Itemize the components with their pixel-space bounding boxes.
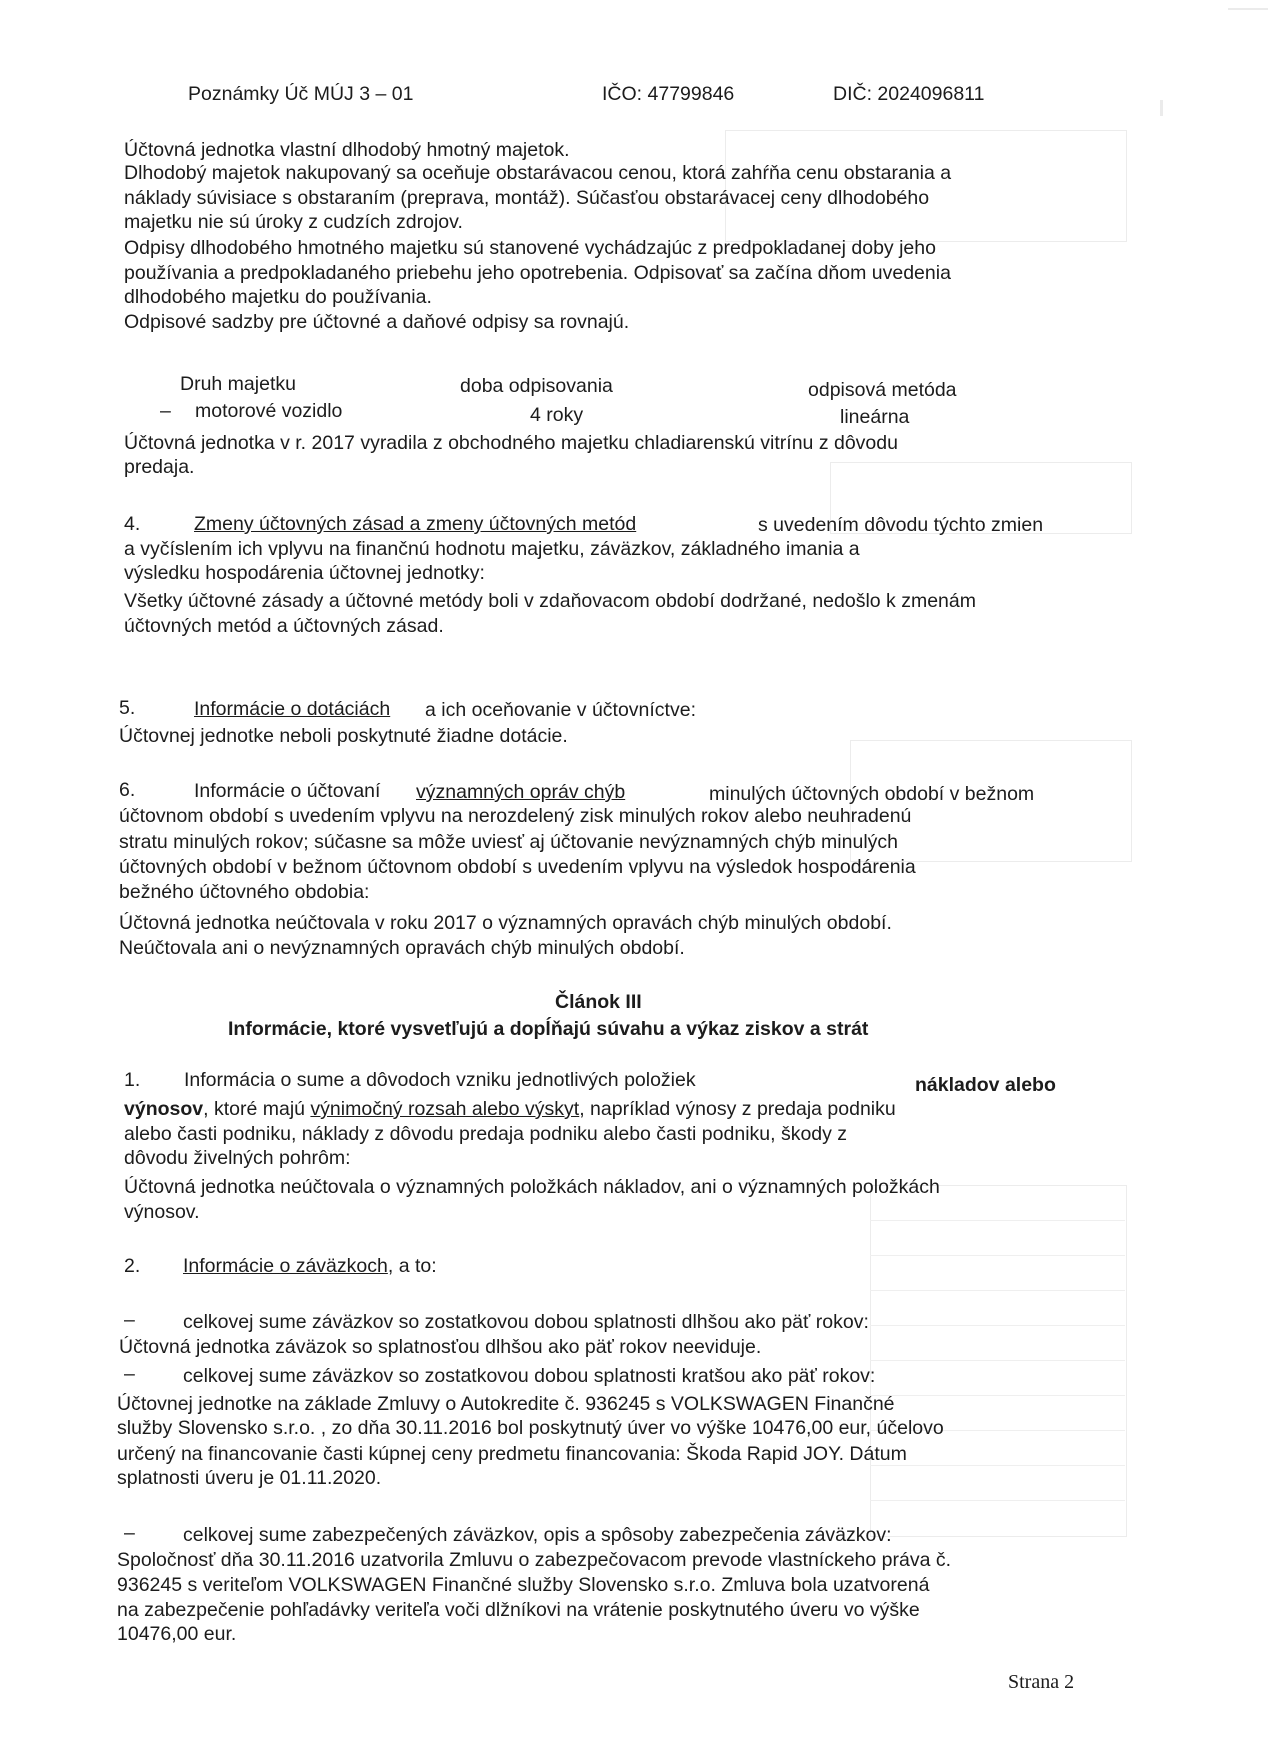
page-number: Strana 2	[1008, 1671, 1075, 1693]
section6-line: bežného účtovného obdobia:	[119, 881, 370, 903]
intro-line: dlhodobého majetku do používania.	[124, 286, 432, 308]
bleed-through-line	[870, 1360, 1125, 1361]
item1-text: Informácia o sume a dôvodoch vzniku jednotlivých položiek	[184, 1069, 696, 1091]
bleed-through-line	[870, 1255, 1125, 1256]
section6-number: 6.	[119, 779, 136, 801]
header-title: Poznámky Úč MÚJ 3 – 01	[188, 83, 414, 105]
item2-b-line: určený na financovanie časti kúpnej ceny predmetu financovania: Škoda Rapid JOY. Dátum	[117, 1443, 907, 1465]
bleed-through-line	[870, 1220, 1125, 1221]
item1-bold-revenues: výnosov	[124, 1098, 204, 1120]
section6-line: účtovných období v bežnom účtovnom období s uvedením vplyvu na výsledok hospodárenia	[119, 856, 916, 878]
disposal-line: predaja.	[124, 456, 195, 478]
bleed-through-line	[870, 1290, 1125, 1291]
disposal-line: Účtovná jednotka v r. 2017 vyradila z obchodného majetku chladiarenskú vitrínu z dôvodu	[124, 432, 898, 454]
section6-answer: Neúčtovala ani o nevýznamných opravách chýb minulých období.	[119, 937, 685, 959]
item1-line2	[124, 1097, 896, 1121]
intro-line: majetku nie sú úroky z cudzích zdrojov.	[124, 211, 463, 233]
section4-title-rest: s uvedením dôvodu týchto zmien	[758, 514, 1044, 536]
header-dic: DIČ: 2024096811	[833, 83, 985, 105]
section6-title: významných opráv chýb	[416, 781, 626, 803]
item2-b-label: celkovej sume záväzkov so zostatkovou dobou splatnosti kratšou ako päť rokov:	[183, 1365, 876, 1387]
item2-a-answer: Účtovná jednotka záväzok so splatnosťou dlhšou ako päť rokov neeviduje.	[119, 1336, 762, 1358]
asset-row-method: lineárna	[840, 406, 910, 428]
asset-row-period: 4 roky	[530, 404, 584, 426]
item2-c-label: celkovej sume zabezpečených záväzkov, opis a spôsoby zabezpečenia záväzkov:	[183, 1524, 892, 1546]
section4-answer: účtovných metód a účtovných zásad.	[124, 615, 444, 637]
section5-title-rest: a ich oceňovanie v účtovníctve:	[425, 699, 696, 721]
section6-pre: Informácie o účtovaní	[194, 780, 381, 802]
section4-answer: Všetky účtovné zásady a účtovné metódy boli v zdaňovacom období dodržané, nedošlo k zmenám	[124, 590, 976, 612]
item2-title: Informácie o záväzkoch	[183, 1255, 388, 1277]
asset-col-type-header: Druh majetku	[180, 373, 296, 395]
section6-title-rest: minulých účtovných období v bežnom	[709, 783, 1035, 805]
item1-bold-costs: nákladov alebo	[915, 1074, 1056, 1096]
asset-row-type: motorové vozidlo	[195, 400, 343, 422]
article-subheading: Informácie, ktoré vysvetľujú a dopĺňajú súvahu a výkaz ziskov a strát	[228, 1018, 869, 1040]
item2-b-line: služby Slovensko s.r.o. , zo dňa 30.11.2016 bol poskytnutý úver vo výške 10476,00 eur, účelovo	[117, 1417, 944, 1439]
item1-text2: , ktoré majú	[203, 1098, 305, 1120]
item1-underlined: výnimočný rozsah alebo výskyt	[310, 1098, 580, 1120]
intro-line: náklady súvisiace s obstaraním (preprava, montáž). Súčasťou obstarávacej ceny dlhodobého	[124, 187, 930, 209]
scan-mark	[1160, 100, 1163, 116]
scan-mark	[1228, 8, 1268, 10]
intro-line: Dlhodobý majetok nakupovaný sa oceňuje obstarávacou cenou, ktorá zahŕňa cenu obstarania a	[124, 162, 952, 184]
item1-line: dôvodu živelných pohrôm:	[124, 1147, 351, 1169]
bleed-through-line	[870, 1500, 1125, 1501]
bleed-through-line	[870, 1465, 1125, 1466]
bleed-through-table-3	[870, 1185, 1127, 1537]
item2-a-dash: –	[124, 1309, 135, 1331]
item2-a-label: celkovej sume záväzkov so zostatkovou dobou splatnosti dlhšou ako päť rokov:	[183, 1311, 869, 1333]
item1-answer: výnosov.	[124, 1201, 200, 1223]
item1-answer: Účtovná jednotka neúčtovala o významných položkách nákladov, ani o významných položkách	[124, 1176, 940, 1198]
section6-answer: Účtovná jednotka neúčtovala v roku 2017 o významných opravách chýb minulých období.	[119, 912, 892, 934]
intro-line: Účtovná jednotka vlastní dlhodobý hmotný majetok.	[124, 139, 570, 161]
asset-col-period-header: doba odpisovania	[460, 375, 613, 397]
article-heading: Článok III	[555, 991, 642, 1013]
item1-number: 1.	[124, 1069, 141, 1091]
intro-line: Odpisy dlhodobého hmotného majetku sú stanovené vychádzajúc z predpokladanej doby jeho	[124, 237, 936, 259]
header-ico: IČO: 47799846	[602, 83, 735, 105]
bleed-through-line	[870, 1325, 1125, 1326]
section6-line: účtovnom období s uvedením vplyvu na nerozdelený zisk minulých rokov alebo neuhradenú	[119, 805, 912, 827]
item2-c-line: 10476,00 eur.	[117, 1623, 237, 1645]
item2-b-line: Účtovnej jednotke na základe Zmluvy o Autokredite č. 936245 s VOLKSWAGEN Finančné	[117, 1393, 895, 1415]
intro-line: Odpisové sadzby pre účtovné a daňové odpisy sa rovnajú.	[124, 311, 630, 333]
asset-col-method-header: odpisová metóda	[808, 379, 957, 401]
asset-row-dash: –	[160, 400, 171, 422]
intro-line: používania a predpokladaného priebehu jeho opotrebenia. Odpisovať sa začína dňom uvedenia	[124, 262, 951, 284]
item2-title-rest: , a to:	[387, 1255, 437, 1277]
item2-b-line: splatnosti úveru je 01.11.2020.	[117, 1467, 382, 1489]
item2-c-dash: –	[124, 1522, 135, 1544]
bleed-through-line	[870, 1395, 1125, 1396]
section4-line: výsledku hospodárenia účtovnej jednotky:	[124, 562, 485, 584]
section4-line: a vyčíslením ich vplyvu na finančnú hodnotu majetku, záväzkov, základného imania a	[124, 538, 860, 560]
item2-c-line: na zabezpečenie pohľadávky veriteľa voči dlžníkovi na vrátenie poskytnutého úveru vo výške	[117, 1599, 920, 1621]
item2-heading	[183, 1254, 437, 1278]
section4-title: Zmeny účtovných zásad a zmeny účtovných metód	[194, 513, 637, 535]
item2-c-line: 936245 s veriteľom VOLKSWAGEN Finančné služby Slovensko s.r.o. Zmluva bola uzatvorená	[117, 1574, 930, 1596]
item2-c-line: Spoločnosť dňa 30.11.2016 uzatvorila Zmluvu o zabezpečovacom prevode vlastníckeho práva č.	[117, 1549, 952, 1571]
item1-line: alebo časti podniku, náklady z dôvodu predaja podniku alebo časti podniku, škody z	[124, 1123, 848, 1145]
section5-number: 5.	[119, 697, 136, 719]
item1-text3: , napríklad výnosy z predaja podniku	[579, 1098, 896, 1120]
section5-answer: Účtovnej jednotke neboli poskytnuté žiadne dotácie.	[119, 725, 568, 747]
section5-title: Informácie o dotáciách	[194, 698, 391, 720]
item2-number: 2.	[124, 1255, 141, 1277]
item2-b-dash: –	[124, 1363, 135, 1385]
section6-line: stratu minulých rokov; súčasne sa môže uviesť aj účtovanie nevýznamných chýb minulých	[119, 831, 899, 853]
section4-number: 4.	[124, 513, 141, 535]
